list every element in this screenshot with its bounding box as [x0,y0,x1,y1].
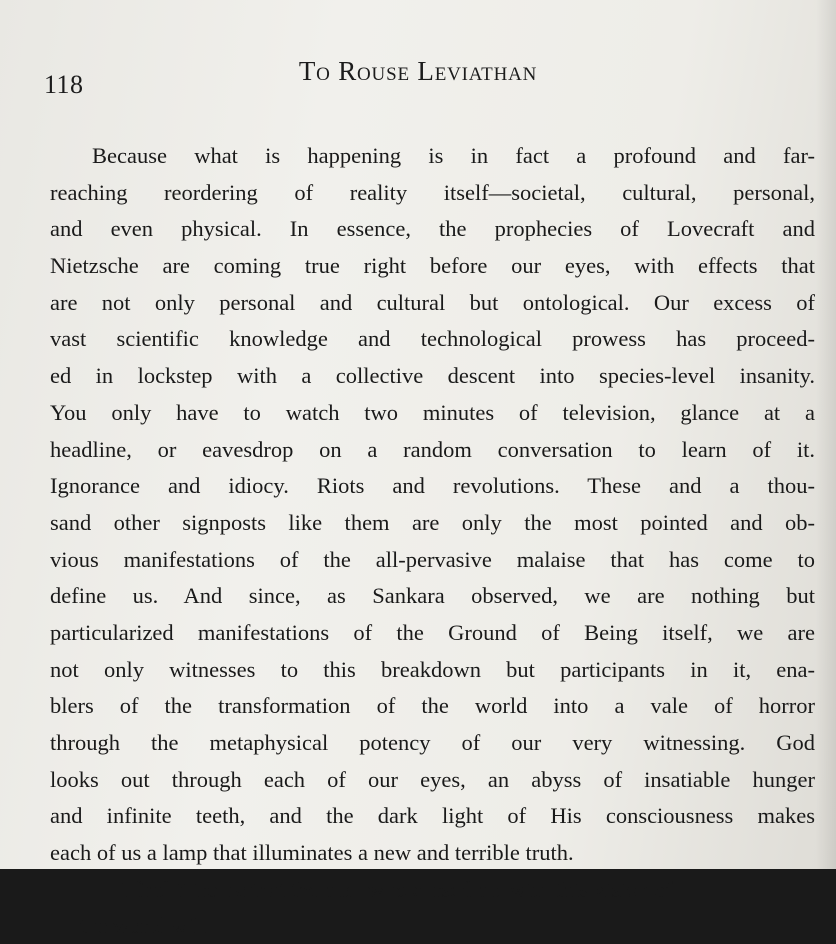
text-line: through the metaphysical potency of our very witnessing. God [50,730,815,755]
text-line: Because what is happening is in fact a profound and far- [92,143,815,168]
next-paragraph-line: I find it ironic that the man who cursed me with this vision of [120,876,674,902]
text-line: are not only personal and cultural but ontological. Our excess of [50,289,815,315]
text-line: not only witnesses to this breakdown but participants in it, ena- [50,656,815,682]
page-gutter-shadow [816,0,836,869]
text-line: vast scientific knowledge and technological prowess has proceed- [50,326,815,352]
text-line: sand other signposts like them are only the most pointed and ob- [50,509,815,535]
running-head: To Rouse Leviathan [298,56,538,86]
text-line: You only have to watch two minutes of television, glance at a [50,399,815,425]
text-line: particularized manifestations of the Ground of Being itself, we are [50,619,815,645]
text-line: headline, or eavesdrop on a random conversation to learn of it. [50,436,815,462]
text-line: Ignorance and idiocy. Riots and revolutions. These and a thou- [50,473,815,499]
text-line: vious manifestations of the all-pervasive malaise that has come to [50,546,815,572]
text-line: looks out through each of our eyes, an abyss of insatiable hunger [50,766,815,792]
body-paragraph [50,138,815,939]
text-line: and infinite teeth, and the dark light of His consciousness makes [50,803,815,829]
text-line: each of us a lamp that illuminates a new and terrible truth. [50,840,574,866]
text-line: reaching reordering of reality itself—societal, cultural, personal, [50,179,815,205]
text-line: Nietzsche are coming true right before our eyes, with effects that [50,253,815,279]
page-number: 118 [44,70,84,99]
text-line: blers of the transformation of the world into a vale of horror [50,693,815,719]
cut-off-line: the world will [80,913,207,939]
text-line: and even physical. In essence, the prophecies of Lovecraft and [50,216,815,242]
text-line: define us. And since, as Sankara observed, we are nothing but [50,583,815,609]
text-line: ed in lockstep with a collective descent into species-level insanity. [50,363,815,389]
